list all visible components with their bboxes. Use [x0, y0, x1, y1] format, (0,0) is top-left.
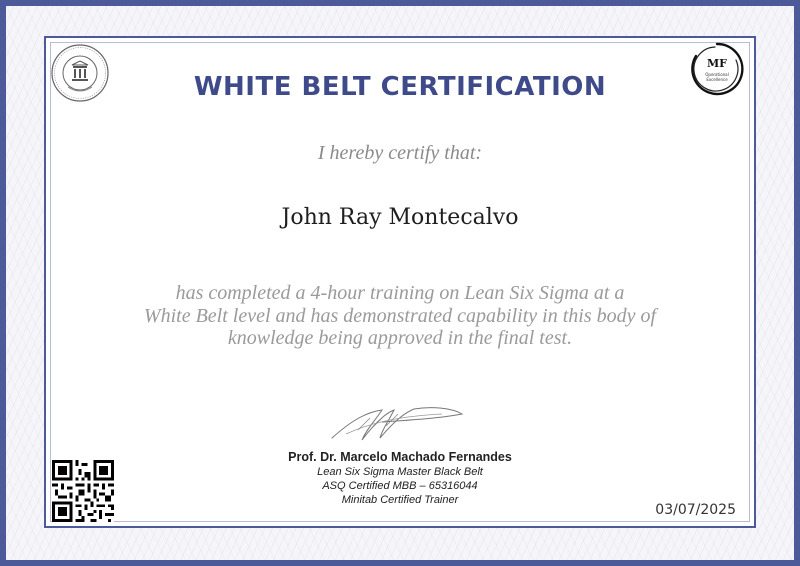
signer-credential: ASQ Certified MBB – 65316044: [322, 480, 478, 492]
signer-name: Prof. Dr. Marcelo Machado Fernandes: [288, 450, 512, 464]
issue-date: 03/07/2025: [655, 502, 736, 518]
qr-code-icon[interactable]: [52, 460, 114, 522]
recipient-name: John Ray Montecalvo: [281, 205, 519, 230]
signer-block: [0, 450, 800, 507]
signature-image: [322, 400, 472, 446]
logo-tagline-1: Operational: [705, 72, 729, 77]
logo-tagline-2: Excellence: [706, 77, 728, 82]
certify-line: I hereby certify that:: [317, 142, 483, 164]
certificate-body: [140, 282, 660, 350]
certificate-title: WHITE BELT CERTIFICATION: [193, 72, 607, 102]
body-line: knowledge being approved in the final test.: [227, 327, 573, 349]
body-line: has completed a 4-hour training on Lean Six Sigma at a: [175, 282, 625, 304]
signer-credential: Lean Six Sigma Master Black Belt: [317, 466, 483, 478]
body-line: White Belt level and has demonstrated capability in this body of: [143, 304, 657, 327]
logo-initials: MF: [707, 57, 727, 70]
signer-credential: Minitab Certified Trainer: [341, 494, 459, 506]
